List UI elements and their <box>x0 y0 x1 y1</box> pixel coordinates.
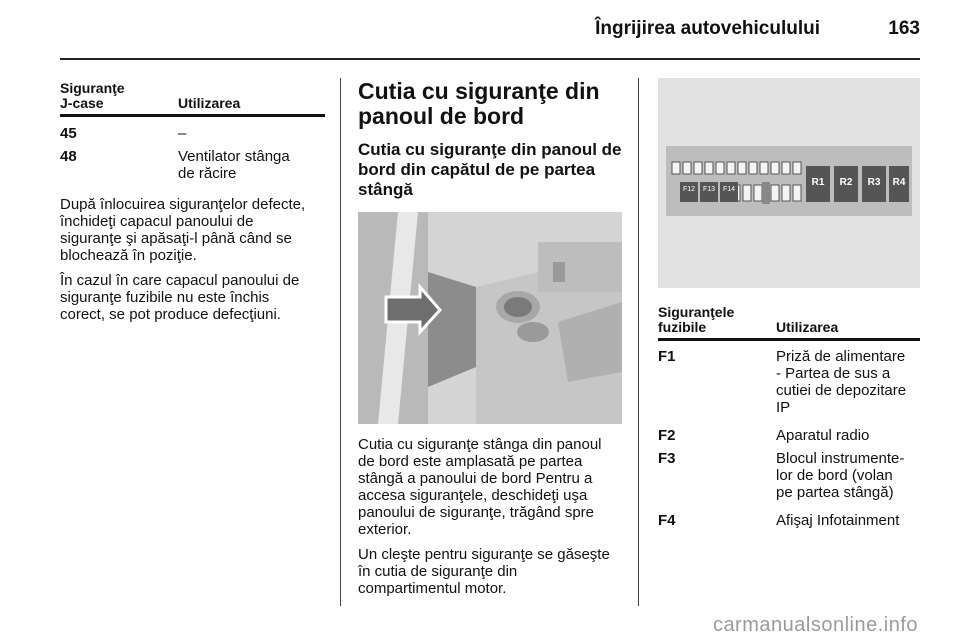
column-divider-right <box>638 78 639 606</box>
middle-paragraph-1: Cutia cu siguranţe stânga din panoul de bord este amplasată pe partea stângă a panoului de bord Pentru a accesa siguranţele, deschideţi uşa panoului de siguranţe, trăgând spre exterior. <box>358 436 602 538</box>
middle-paragraph-2: Un cleşte pentru siguranţe se găseşte în cutia de siguranţe din compartimentul motor. <box>358 546 610 597</box>
section-heading: Cutia cu siguranţe din panoul de bord <box>358 78 600 129</box>
left-table-row-use: Ventilator stânga de răcire <box>178 148 290 182</box>
relay-label: R2 <box>839 177 853 188</box>
relay-label: R3 <box>867 177 881 188</box>
page-header-title: Îngrijirea autovehiculului <box>595 18 820 39</box>
left-paragraph-2: În cazul în care capacul panoului de siguranţe fuzibile nu este închis corect, se pot produce defecţiuni. <box>60 272 300 323</box>
left-paragraph-1: După înlocuirea siguranţelor defecte, închideţi capacul panoului de siguranţe şi apăsaţi-l până când se blochează în poziţie. <box>60 196 306 264</box>
dashboard-illustration <box>358 212 622 424</box>
right-table-row-id: F4 <box>658 512 676 529</box>
right-table-row-use: Priză de alimentare - Partea de sus a cutiei de depozitare IP <box>776 348 907 416</box>
relay-label: R4 <box>892 177 906 188</box>
right-table-row-use: Blocul instrumente- lor de bord (volan pe partea stângă) <box>776 450 905 501</box>
right-table-row-id: F2 <box>658 427 676 444</box>
right-table-row-use: Afişaj Infotainment <box>776 512 900 529</box>
left-table-row-id: 48 <box>60 148 77 165</box>
right-table-row-id: F3 <box>658 450 676 467</box>
right-table-row-use: Aparatul radio <box>776 427 870 444</box>
column-divider-left <box>340 78 341 606</box>
fuse-label: F13 <box>702 186 716 193</box>
header-rule <box>60 58 920 60</box>
right-table-rule <box>658 338 920 341</box>
watermark: carmanualsonline.info <box>712 614 918 636</box>
dashboard-photo <box>358 212 622 424</box>
left-table-col1-header: Siguranţe J-case <box>60 80 125 111</box>
right-table-col1-header: Siguranţele fuzibile <box>658 304 735 335</box>
page-number: 163 <box>888 18 920 39</box>
fuse-box-diagram <box>658 78 920 288</box>
fuse-label: F14 <box>722 186 736 193</box>
fuse-label: F12 <box>682 186 696 193</box>
left-table-rule <box>60 114 325 117</box>
right-table-row-id: F1 <box>658 348 676 365</box>
left-table-row-use: – <box>178 125 187 142</box>
right-table-col2-header: Utilizarea <box>776 319 839 335</box>
left-table-row-id: 45 <box>60 125 77 142</box>
left-table-col2-header: Utilizarea <box>178 95 241 111</box>
relay-label: R1 <box>811 177 825 188</box>
subsection-heading: Cutia cu siguranţe din panoul de bord din capătul de pe partea stângă <box>358 140 622 199</box>
